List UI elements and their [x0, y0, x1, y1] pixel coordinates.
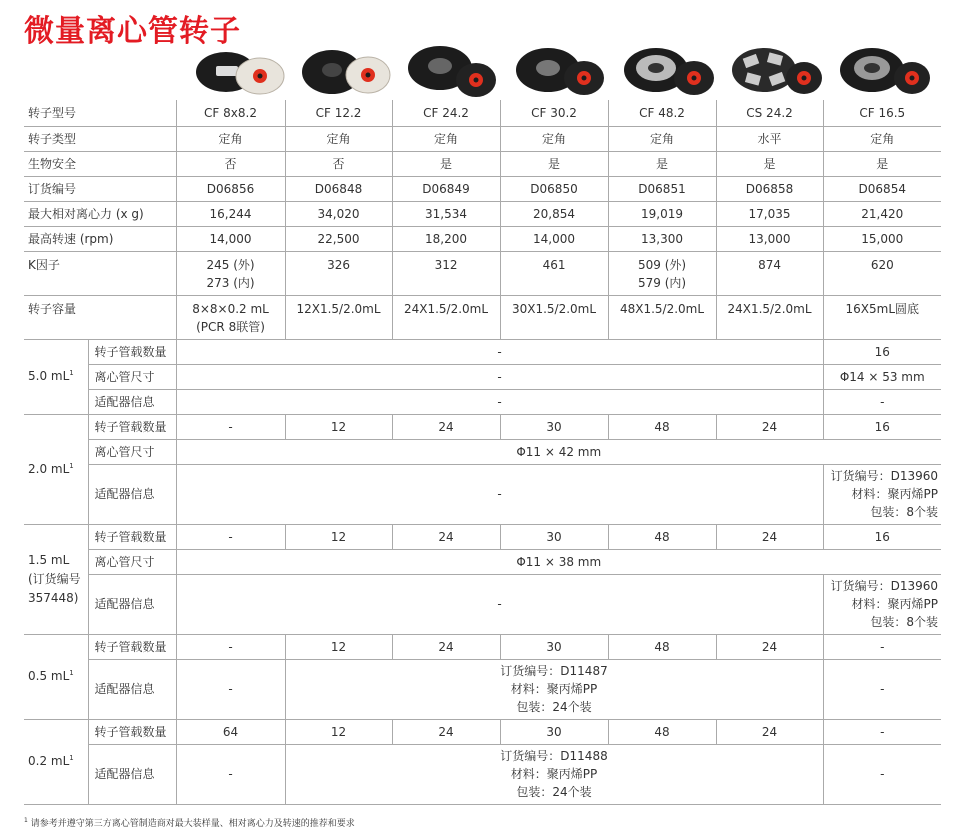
table-cell: D06858 — [716, 176, 823, 201]
table-cell: 48 — [608, 719, 716, 744]
header-row — [24, 100, 941, 126]
table-cell: - — [176, 634, 285, 659]
table-cell — [285, 744, 823, 804]
table-cell — [176, 295, 285, 339]
table-row — [24, 226, 941, 251]
rotor-cf-16-image — [836, 42, 934, 100]
table-cell: 24X1.5/2.0mL — [716, 295, 823, 339]
group-label-5ml — [24, 339, 88, 414]
sub-label: 适配器信息 — [88, 574, 176, 634]
table-cell: 14,000 — [176, 226, 285, 251]
table-row — [24, 549, 941, 574]
table-row — [24, 414, 941, 439]
table-row — [24, 464, 941, 524]
row-label: 转子类型 — [24, 126, 176, 151]
table-row — [24, 439, 941, 464]
column-header: CF 30.2 — [500, 100, 608, 126]
table-row — [24, 295, 941, 339]
column-header: CF 48.2 — [608, 100, 716, 126]
cell-line: 订货编号：D13960 — [830, 579, 939, 593]
table-row — [24, 574, 941, 634]
table-cell: 12 — [285, 634, 392, 659]
table-cell — [285, 659, 823, 719]
table-cell: D06854 — [823, 176, 941, 201]
sub-label: 转子管载数量 — [88, 339, 176, 364]
table-cell: 461 — [500, 251, 608, 295]
column-header: CF 16.5 — [823, 100, 941, 126]
table-cell: - — [823, 389, 941, 414]
cell-line: 包装：24个装 — [516, 785, 592, 799]
table-cell: 定角 — [392, 126, 500, 151]
footnote-text: 请参考并遵守第三方离心管制造商对最大装样量、相对离心力及转速的推荐和要求 — [30, 819, 355, 829]
group-label-1-5ml — [24, 524, 88, 634]
table-cell: 24 — [716, 524, 823, 549]
footnote-ref: 1 — [69, 461, 74, 470]
cell-line: 579 (内) — [637, 275, 687, 290]
table-row — [24, 389, 941, 414]
table-cell: 22,500 — [285, 226, 392, 251]
table-cell: - — [823, 719, 941, 744]
table-cell: 定角 — [608, 126, 716, 151]
table-row — [24, 719, 941, 744]
table-cell: 48X1.5/2.0mL — [608, 295, 716, 339]
row-label: 生物安全 — [24, 151, 176, 176]
table-row — [24, 151, 941, 176]
table-cell: 24 — [392, 414, 500, 439]
footnote-ref: 1 — [69, 669, 74, 677]
rotor-image-row — [0, 40, 978, 100]
table-cell: 21,420 — [823, 201, 941, 226]
table-cell: 326 — [285, 251, 392, 295]
table-cell: 16,244 — [176, 201, 285, 226]
table-cell: 24 — [392, 719, 500, 744]
table-cell: 30X1.5/2.0mL — [500, 295, 608, 339]
sub-label: 离心管尺寸 — [88, 549, 176, 574]
cell-line: 订货编号：D11488 — [500, 749, 608, 763]
cell-line: 包装：24个装 — [516, 700, 592, 714]
table-cell: 是 — [500, 151, 608, 176]
table-cell: Φ14 × 53 mm — [823, 364, 941, 389]
sub-label: 适配器信息 — [88, 464, 176, 524]
sub-label: 适配器信息 — [88, 659, 176, 719]
table-cell: 48 — [608, 414, 716, 439]
cell-line: 材料：聚丙烯PP — [851, 597, 939, 611]
table-cell: 12X1.5/2.0mL — [285, 295, 392, 339]
sub-label: 适配器信息 — [88, 744, 176, 804]
table-cell — [176, 251, 285, 295]
footnote-marker: 1 — [24, 817, 28, 824]
table-cell: 16X5mL圆底 — [823, 295, 941, 339]
table-cell: 16 — [823, 414, 941, 439]
group-label-text: 5.0 mL — [28, 369, 70, 383]
table-cell: 16 — [823, 524, 941, 549]
rotor-cf-48-image — [620, 42, 718, 100]
sub-label: 转子管载数量 — [88, 634, 176, 659]
table-cell: 24 — [716, 719, 823, 744]
table-cell: 30 — [500, 719, 608, 744]
table-cell: 是 — [716, 151, 823, 176]
rotor-cs-24-image — [728, 42, 826, 100]
sub-label: 转子管载数量 — [88, 719, 176, 744]
group-label-2ml — [24, 414, 88, 524]
table-cell: - — [176, 574, 823, 634]
table-cell: 18,200 — [392, 226, 500, 251]
table-cell: 48 — [608, 634, 716, 659]
table-cell: 16 — [823, 339, 941, 364]
table-cell: 13,300 — [608, 226, 716, 251]
row-label: 最高转速 (rpm) — [24, 226, 176, 251]
table-cell: 定角 — [285, 126, 392, 151]
footnote — [24, 816, 355, 829]
table-cell: 30 — [500, 524, 608, 549]
group-label-text: 1.5 mL — [28, 552, 70, 567]
table-cell: - — [176, 389, 823, 414]
table-cell: 12 — [285, 524, 392, 549]
group-label-text: 0.5 mL — [28, 669, 70, 683]
sub-label: 离心管尺寸 — [88, 439, 176, 464]
cell-line: 材料：聚丙烯PP — [510, 767, 598, 781]
row-label: 转子型号 — [24, 100, 176, 126]
table-row — [24, 659, 941, 719]
table-cell: 12 — [285, 414, 392, 439]
table-cell: - — [176, 339, 823, 364]
table-cell: Φ11 × 38 mm — [176, 549, 941, 574]
table-cell: 312 — [392, 251, 500, 295]
cell-line: 509 (外) — [637, 257, 687, 272]
table-cell: - — [176, 464, 823, 524]
table-cell: - — [176, 524, 285, 549]
page-title: 微量离心管转子 — [24, 14, 241, 49]
sub-label: 转子管载数量 — [88, 414, 176, 439]
table-cell: D06856 — [176, 176, 285, 201]
table-cell: D06849 — [392, 176, 500, 201]
table-cell: 是 — [823, 151, 941, 176]
table-row — [24, 251, 941, 295]
table-cell: 48 — [608, 524, 716, 549]
table-cell: 13,000 — [716, 226, 823, 251]
table-cell: 24 — [392, 634, 500, 659]
table-cell: 64 — [176, 719, 285, 744]
row-label: 订货编号 — [24, 176, 176, 201]
table-cell: 24 — [392, 524, 500, 549]
row-label: 转子容量 — [24, 295, 176, 339]
column-header: CF 12.2 — [285, 100, 392, 126]
group-label-0-5ml — [24, 634, 88, 719]
table-row — [24, 634, 941, 659]
table-cell: 24 — [716, 414, 823, 439]
table-cell: 是 — [392, 151, 500, 176]
table-cell: 24 — [716, 634, 823, 659]
table-cell: 30 — [500, 634, 608, 659]
table-cell: D06850 — [500, 176, 608, 201]
table-cell: 是 — [608, 151, 716, 176]
table-row — [24, 744, 941, 804]
rotor-cf-24-image — [404, 42, 502, 100]
rotor-cf-8x8-image — [192, 42, 290, 100]
table-cell: 定角 — [823, 126, 941, 151]
sub-label: 离心管尺寸 — [88, 364, 176, 389]
table-row — [24, 339, 941, 364]
table-cell: 14,000 — [500, 226, 608, 251]
cell-line: 8×8×0.2 mL — [192, 301, 269, 316]
table-cell: - — [176, 659, 285, 719]
table-cell: - — [176, 414, 285, 439]
group-label-text: (订货编号 — [28, 571, 81, 586]
table-cell: 定角 — [176, 126, 285, 151]
table-cell: 30 — [500, 414, 608, 439]
table-cell: 15,000 — [823, 226, 941, 251]
table-cell: Φ11 × 42 mm — [176, 439, 941, 464]
footnote-ref: 1 — [69, 754, 74, 762]
table-cell: - — [823, 659, 941, 719]
group-label-0-2ml — [24, 719, 88, 804]
table-cell: 17,035 — [716, 201, 823, 226]
table-cell: 620 — [823, 251, 941, 295]
cell-line: 245 (外) — [206, 257, 255, 272]
table-cell: 19,019 — [608, 201, 716, 226]
table-cell: 20,854 — [500, 201, 608, 226]
cell-line: 273 (内) — [206, 275, 255, 290]
table-cell: D06851 — [608, 176, 716, 201]
table-cell: 否 — [176, 151, 285, 176]
group-label-text: 0.2 mL — [28, 754, 70, 768]
group-label-text: 2.0 mL — [28, 461, 70, 476]
column-header: CF 8x8.2 — [176, 100, 285, 126]
cell-line: 包装：8个装 — [870, 615, 939, 629]
table-cell: - — [176, 364, 823, 389]
group-label-text: 357448) — [28, 590, 79, 605]
table-cell — [823, 464, 941, 524]
row-label: 最大相对离心力 (x g) — [24, 201, 176, 226]
cell-line: (PCR 8联管) — [196, 319, 265, 334]
rotor-cf-12-image — [298, 42, 396, 100]
table-cell: 874 — [716, 251, 823, 295]
table-row — [24, 364, 941, 389]
table-cell: - — [823, 744, 941, 804]
table-row — [24, 126, 941, 151]
table-cell — [823, 574, 941, 634]
table-row — [24, 176, 941, 201]
table-cell: 定角 — [500, 126, 608, 151]
sub-label: 转子管载数量 — [88, 524, 176, 549]
rotor-cf-30-image — [512, 42, 610, 100]
table-cell: 31,534 — [392, 201, 500, 226]
sub-label: 适配器信息 — [88, 389, 176, 414]
rotor-spec-table — [24, 100, 941, 805]
cell-line: 订货编号：D13960 — [830, 469, 939, 483]
table-cell — [608, 251, 716, 295]
table-row — [24, 524, 941, 549]
cell-line: 材料：聚丙烯PP — [851, 487, 939, 501]
cell-line: 订货编号：D11487 — [500, 664, 608, 678]
table-cell: 24X1.5/2.0mL — [392, 295, 500, 339]
table-row — [24, 201, 941, 226]
column-header: CS 24.2 — [716, 100, 823, 126]
table-cell: 水平 — [716, 126, 823, 151]
table-cell: 34,020 — [285, 201, 392, 226]
row-label: K因子 — [24, 251, 176, 295]
footnote-ref: 1 — [69, 369, 74, 377]
table-cell: 否 — [285, 151, 392, 176]
column-header: CF 24.2 — [392, 100, 500, 126]
table-cell: - — [823, 634, 941, 659]
cell-line: 材料：聚丙烯PP — [510, 682, 598, 696]
table-cell: - — [176, 744, 285, 804]
cell-line: 包装：8个装 — [870, 505, 939, 519]
table-cell: D06848 — [285, 176, 392, 201]
table-cell: 12 — [285, 719, 392, 744]
